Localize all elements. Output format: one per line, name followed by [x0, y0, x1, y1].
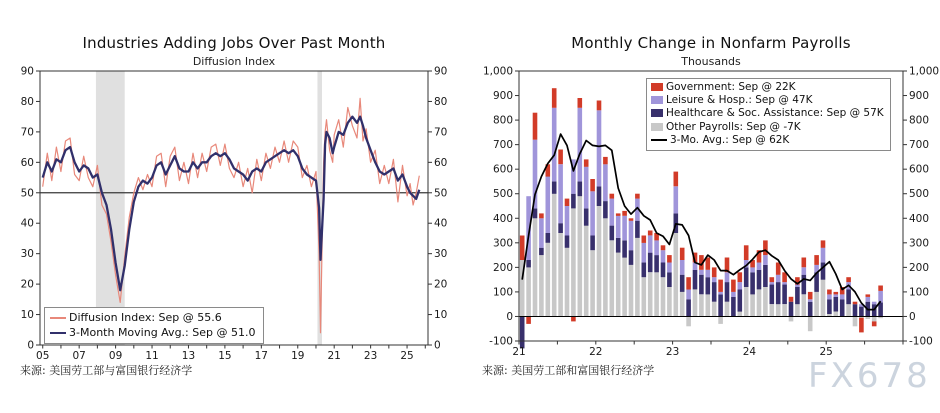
other-payrolls-bar: [712, 302, 717, 317]
svg-text:23: 23: [665, 346, 680, 358]
healthcare-bar: [744, 267, 749, 287]
svg-text:70: 70: [434, 126, 448, 139]
svg-text:10: 10: [434, 309, 448, 322]
other-payrolls-bar: [834, 312, 839, 317]
leisure-bar: [546, 177, 551, 234]
svg-text:0: 0: [434, 339, 441, 352]
leisure-bar: [808, 299, 813, 302]
svg-text:800: 800: [492, 114, 513, 127]
healthcare-bar: [661, 263, 666, 278]
svg-text:17: 17: [254, 350, 269, 362]
government-bar: [718, 280, 723, 292]
government-bar: [667, 255, 672, 262]
government-bar: [878, 286, 883, 291]
leisure-bar: [757, 263, 762, 270]
government-bar: [802, 258, 807, 268]
leisure-bar: [597, 110, 602, 186]
svg-text:-100: -100: [909, 335, 933, 348]
svg-text:700: 700: [492, 139, 513, 152]
svg-text:10: 10: [20, 309, 34, 322]
svg-text:900: 900: [909, 90, 930, 103]
government-bar: [776, 263, 781, 275]
healthcare-bar: [654, 255, 659, 272]
government-bar: [533, 113, 538, 140]
government-bar: [789, 297, 794, 302]
leisure-bar: [642, 243, 647, 263]
government-bar: [661, 245, 666, 250]
svg-text:13: 13: [181, 350, 196, 362]
svg-text:70: 70: [20, 126, 34, 139]
government-bar: [866, 294, 871, 297]
other-payrolls-bar: [539, 255, 544, 316]
svg-text:30: 30: [434, 248, 448, 261]
other-payrolls-bar: [558, 233, 563, 317]
healthcare-bar: [571, 194, 576, 209]
svg-text:100: 100: [492, 286, 513, 299]
other-payrolls-bar: [590, 250, 595, 316]
svg-text:300: 300: [909, 237, 930, 250]
healthcare-bar: [597, 186, 602, 206]
svg-text:11: 11: [145, 350, 159, 362]
diffusion-index-swatch: [50, 317, 66, 319]
svg-text:500: 500: [492, 188, 513, 201]
svg-text:0: 0: [27, 339, 34, 352]
svg-text:40: 40: [434, 217, 448, 230]
government-bar: [571, 317, 576, 322]
healthcare-bar: [648, 253, 653, 273]
government-bar: [622, 211, 627, 216]
svg-text:15: 15: [218, 350, 232, 362]
leisure-bar: [565, 206, 570, 236]
other-payrolls-bar: [770, 304, 775, 316]
healthcare-bar: [667, 272, 672, 287]
healthcare-bar: [558, 223, 563, 233]
government-bar: [846, 277, 851, 282]
healthcare-bar: [770, 285, 775, 305]
legend-label: 3-Month Moving Avg.: Sep @ 51.0: [69, 326, 256, 339]
other-payrolls-bar: [597, 206, 602, 317]
leisure-bar: [667, 263, 672, 273]
svg-text:600: 600: [909, 163, 930, 176]
other-payrolls-bar: [629, 265, 634, 317]
left-chart-source: 来源: 美国劳工部与富国银行经济学: [20, 364, 193, 377]
other-payrolls-bar: [622, 258, 627, 317]
other-payrolls-bar: [757, 290, 762, 317]
healthcare-bar: [795, 287, 800, 304]
other-payrolls-bar: [616, 253, 621, 317]
svg-text:50: 50: [434, 187, 448, 200]
other-payrolls-bar: [661, 277, 666, 316]
svg-text:22: 22: [589, 346, 603, 358]
healthcare-bar: [622, 240, 627, 257]
healthcare-bar: [757, 270, 762, 290]
government-bar: [872, 321, 877, 326]
svg-text:25: 25: [819, 346, 833, 358]
healthcare-bar: [520, 317, 525, 349]
right-chart-title: Monthly Change in Nonfarm Payrolls: [571, 34, 851, 52]
legend-label: Leisure & Hosp.: Sep @ 47K: [666, 94, 813, 107]
svg-text:600: 600: [492, 163, 513, 176]
leisure-bar: [763, 255, 768, 265]
leisure-bar: [654, 240, 659, 255]
healthcare-bar: [693, 270, 698, 290]
government-bar: [629, 218, 634, 221]
government-bar: [686, 277, 691, 289]
government-bar: [680, 248, 685, 260]
healthcare-bar: [680, 275, 685, 292]
government-bar: [834, 292, 839, 295]
leisure-bar: [674, 186, 679, 213]
leisure-bar: [776, 275, 781, 282]
government-bar: [814, 255, 819, 265]
government-bar: [770, 277, 775, 282]
svg-text:-100: -100: [489, 335, 513, 348]
legend-label: Other Payrolls: Sep @ -7K: [666, 120, 801, 133]
svg-text:50: 50: [20, 187, 34, 200]
other-payrolls-bar: [526, 267, 531, 316]
government-bar: [674, 172, 679, 187]
leisure-bar: [712, 277, 717, 282]
leisure-bar: [872, 302, 877, 305]
healthcare-bar: [546, 233, 551, 243]
svg-text:05: 05: [36, 350, 50, 362]
leisure-bar: [750, 267, 755, 272]
healthcare-bar: [802, 275, 807, 295]
leisure-hosp-swatch: [651, 96, 663, 104]
svg-text:19: 19: [291, 350, 305, 362]
legend-row-leisure: [651, 94, 884, 107]
government-bar: [763, 240, 768, 255]
right-chart-subtitle: Thousands: [681, 55, 741, 68]
leisure-bar: [782, 282, 787, 285]
other-payrolls-bar: [654, 272, 659, 316]
svg-text:800: 800: [909, 114, 930, 127]
leisure-bar: [718, 292, 723, 295]
other-payrolls-bar: [738, 312, 743, 317]
leisure-bar: [834, 294, 839, 297]
svg-text:0: 0: [909, 310, 916, 323]
legend-row-3mo-avg: [651, 134, 884, 147]
healthcare-bar: [763, 265, 768, 287]
svg-text:23: 23: [363, 350, 378, 362]
svg-text:21: 21: [512, 346, 526, 358]
leisure-bar: [616, 216, 621, 238]
leisure-bar: [622, 216, 627, 241]
other-payrolls-bar: [802, 294, 807, 316]
leisure-bar: [610, 199, 615, 226]
other-payrolls-bar: [533, 218, 538, 316]
legend-label: Healthcare & Soc. Assistance: Sep @ 57K: [666, 107, 884, 120]
svg-text:1,000: 1,000: [909, 65, 940, 78]
other-payrolls-bar: [750, 294, 755, 316]
leisure-bar: [770, 282, 775, 285]
legend-row-other-payrolls: [651, 121, 884, 134]
government-bar: [552, 88, 557, 108]
other-payrolls-bar: [725, 302, 730, 317]
leisure-bar: [738, 282, 743, 289]
recession-band: [96, 71, 125, 345]
healthcare-bar: [776, 282, 781, 304]
leisure-bar: [725, 272, 730, 282]
legend-row-moving-avg: [50, 325, 255, 340]
other-payrolls-bar: [552, 194, 557, 317]
healthcare-bar: [526, 260, 531, 267]
leisure-bar: [731, 292, 736, 297]
other-payrolls-bar: [706, 294, 711, 316]
other-payrolls-bar: [648, 272, 653, 316]
svg-text:100: 100: [909, 286, 930, 299]
healthcare-bar: [782, 285, 787, 305]
svg-text:300: 300: [492, 237, 513, 250]
other-payrolls-bar: [718, 317, 723, 324]
svg-text:500: 500: [909, 188, 930, 201]
left-chart-legend: [44, 307, 264, 344]
healthcare-bar: [808, 302, 813, 317]
government-bar: [731, 280, 736, 292]
svg-text:30: 30: [20, 248, 34, 261]
svg-text:20: 20: [434, 278, 448, 291]
svg-text:25: 25: [400, 350, 414, 362]
fx678-watermark: FX678: [808, 356, 931, 396]
other-payrolls-swatch: [651, 123, 663, 131]
government-bar: [520, 236, 525, 261]
government-bar: [642, 236, 647, 243]
svg-text:24: 24: [742, 346, 757, 358]
svg-text:80: 80: [20, 95, 34, 108]
other-payrolls-bar: [610, 240, 615, 316]
healthcare-bar: [827, 299, 832, 314]
leisure-bar: [603, 164, 608, 201]
government-bar: [565, 199, 570, 206]
government-bar: [648, 231, 653, 236]
healthcare-bar: [616, 238, 621, 253]
other-payrolls-bar: [693, 290, 698, 317]
other-payrolls-bar: [763, 287, 768, 317]
svg-text:400: 400: [492, 212, 513, 225]
leisure-bar: [578, 108, 583, 182]
svg-text:90: 90: [20, 65, 34, 78]
healthcare-bar: [610, 226, 615, 241]
leisure-bar: [584, 167, 589, 209]
svg-text:80: 80: [434, 95, 448, 108]
svg-text:400: 400: [909, 212, 930, 225]
three-month-avg-line-swatch: [651, 139, 667, 142]
healthcare-bar: [859, 307, 864, 317]
government-bar: [744, 245, 749, 260]
other-payrolls-bar: [603, 218, 608, 316]
other-payrolls-bar: [674, 233, 679, 317]
leisure-bar: [686, 290, 691, 300]
leisure-bar: [827, 294, 832, 299]
svg-text:09: 09: [108, 350, 123, 362]
svg-text:21: 21: [327, 350, 341, 362]
healthcare-bar: [603, 201, 608, 218]
healthcare-bar: [686, 299, 691, 316]
government-bar: [712, 267, 717, 277]
other-payrolls-bar: [795, 304, 800, 316]
healthcare-bar: [731, 297, 736, 317]
government-bar: [616, 213, 621, 216]
leisure-bar: [706, 270, 711, 277]
healthcare-bar: [840, 299, 845, 316]
other-payrolls-bar: [686, 317, 691, 327]
healthcare-bar: [750, 272, 755, 294]
svg-text:0: 0: [506, 310, 513, 323]
government-bar: [706, 258, 711, 270]
other-payrolls-bar: [853, 317, 858, 327]
government-bar: [808, 292, 813, 299]
leisure-bar: [866, 297, 871, 302]
other-payrolls-bar: [846, 304, 851, 316]
healthcare-bar: [642, 263, 647, 278]
healthcare-bar: [699, 275, 704, 295]
svg-text:20: 20: [20, 278, 34, 291]
leisure-bar: [699, 270, 704, 275]
healthcare-bar: [706, 277, 711, 294]
other-payrolls-bar: [584, 226, 589, 317]
government-bar: [853, 302, 858, 305]
left-chart-subtitle: Diffusion Index: [192, 55, 276, 68]
svg-text:90: 90: [434, 65, 448, 78]
other-payrolls-bar: [565, 248, 570, 317]
healthcare-bar: [738, 290, 743, 312]
healthcare-bar: [635, 221, 640, 238]
leisure-bar: [648, 236, 653, 253]
legend-row-government: [651, 81, 884, 94]
healthcare-bar: [565, 236, 570, 248]
government-bar: [603, 157, 608, 164]
healthcare-bar: [718, 294, 723, 316]
legend-row-diffusion-index: [50, 310, 255, 325]
leisure-bar: [661, 250, 666, 262]
healthcare-bar: [725, 282, 730, 302]
other-payrolls-bar: [578, 196, 583, 316]
svg-text:200: 200: [909, 261, 930, 274]
healthcare-bar: [578, 182, 583, 197]
healthcare-bar: [590, 236, 595, 251]
other-payrolls-bar: [744, 287, 749, 317]
government-bar: [635, 194, 640, 199]
other-payrolls-bar: [776, 304, 781, 316]
government-bar: [590, 179, 595, 191]
svg-text:40: 40: [20, 217, 34, 230]
leisure-bar: [680, 260, 685, 275]
other-payrolls-bar: [635, 238, 640, 317]
other-payrolls-bar: [571, 209, 576, 317]
other-payrolls-bar: [699, 294, 704, 316]
svg-text:60: 60: [20, 156, 34, 169]
healthcare-bar: [552, 182, 557, 194]
government-bar: [578, 98, 583, 108]
left-chart-title: Industries Adding Jobs Over Past Month: [82, 34, 386, 52]
leisure-bar: [821, 248, 826, 263]
healthcare-bar: [853, 304, 858, 316]
leisure-bar: [558, 164, 563, 223]
government-bar: [827, 290, 832, 295]
other-payrolls-bar: [546, 243, 551, 317]
leisure-bar: [795, 285, 800, 288]
other-payrolls-bar: [680, 292, 685, 317]
government-bar: [526, 317, 531, 324]
other-payrolls-bar: [872, 317, 877, 322]
healthcare-bar: [789, 302, 794, 317]
healthcare-bar: [629, 250, 634, 265]
government-bar: [584, 159, 589, 166]
healthcare-bar: [539, 248, 544, 255]
leisure-bar: [840, 294, 845, 299]
svg-text:07: 07: [72, 350, 86, 362]
leisure-bar: [878, 291, 883, 303]
healthcare-bar: [846, 290, 851, 305]
government-bar: [539, 213, 544, 218]
government-bar: [558, 150, 563, 165]
government-bar: [859, 318, 864, 333]
government-bar: [821, 240, 826, 247]
leisure-bar: [539, 218, 544, 248]
legend-label: 3-Mo. Avg.: Sep @ 62K: [670, 133, 790, 146]
healthcare-swatch: [651, 109, 663, 117]
healthcare-bar: [584, 209, 589, 226]
leisure-bar: [802, 267, 807, 274]
svg-text:900: 900: [492, 90, 513, 103]
right-chart-legend: [646, 78, 891, 151]
leisure-bar: [552, 108, 557, 182]
other-payrolls-bar: [814, 292, 819, 317]
legend-row-healthcare: [651, 107, 884, 120]
svg-text:700: 700: [909, 139, 930, 152]
government-bar: [610, 194, 615, 199]
svg-text:1,000: 1,000: [482, 65, 513, 78]
svg-text:60: 60: [434, 156, 448, 169]
healthcare-bar: [712, 282, 717, 302]
other-payrolls-bar: [782, 304, 787, 316]
moving-avg-swatch: [50, 332, 66, 335]
other-payrolls-bar: [667, 287, 672, 317]
leisure-bar: [590, 191, 595, 235]
government-bar: [597, 101, 602, 111]
legend-label: Government: Sep @ 22K: [666, 81, 796, 93]
other-payrolls-bar: [642, 277, 647, 316]
other-payrolls-bar: [808, 317, 813, 332]
other-payrolls-bar: [821, 280, 826, 317]
government-swatch: [651, 83, 663, 91]
government-bar: [738, 272, 743, 282]
other-payrolls-bar: [789, 317, 794, 322]
right-chart-source: 来源: 美国劳工部和富国银行经济学: [482, 364, 655, 377]
svg-text:200: 200: [492, 261, 513, 274]
legend-label: Diffusion Index: Sep @ 55.6: [69, 311, 222, 324]
healthcare-bar: [834, 297, 839, 312]
leisure-bar: [629, 221, 634, 251]
